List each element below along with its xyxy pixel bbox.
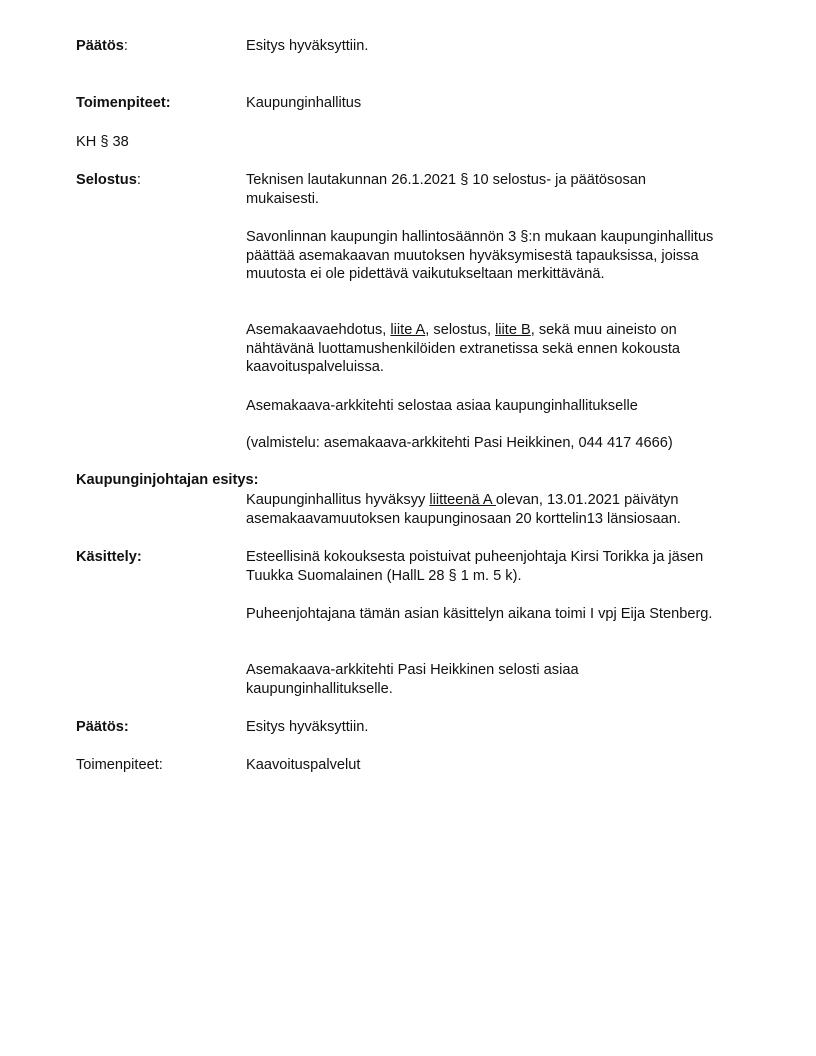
kh-reference: KH § 38	[76, 134, 129, 150]
handling-paragraph-1: Esteellisinä kokouksesta poistuivat puheenjohtaja Kirsi Torikka ja jäsen Tuukka Suomalainen (HallL 28 § 1 m. 5 k).	[246, 549, 704, 584]
final-decision-text: Esitys hyväksyttiin.	[246, 719, 369, 735]
actions-label: Toimenpiteet:	[76, 95, 171, 111]
actions-text: Kaupunginhallitus	[246, 95, 362, 111]
selostus-label: Selostus:	[76, 172, 141, 188]
final-actions-text: Kaavoituspalvelut	[246, 757, 361, 773]
handling-paragraph-2: Puheenjohtajana tämän asian käsittelyn aikana toimi I vpj Eija Stenberg.	[246, 606, 713, 622]
attachment-a-link[interactable]: liite A	[390, 322, 426, 338]
selostus-paragraph-1: Teknisen lautakunnan 26.1.2021 § 10 selostus- ja päätösosan mukaisesti.	[246, 172, 646, 207]
selostus-paragraph-3: Asemakaavaehdotus, liite A, selostus, liite B, sekä muu aineisto on nähtävänä luottamushenkilöiden extranetissa sekä ennen kokousta kaavoituspalveluissa.	[246, 322, 681, 375]
final-decision-label: Päätös:	[76, 719, 129, 735]
decision-text: Esitys hyväksyttiin.	[246, 38, 369, 54]
mayor-proposal-text: Kaupunginhallitus hyväksyy liitteenä A olevan, 13.01.2021 päivätyn asemakaavamuutoksen kaupunginosaan 20 korttelin13 länsiosaan.	[246, 492, 681, 527]
final-actions-label: Toimenpiteet:	[76, 757, 163, 773]
attachment-a-link-2[interactable]: liitteenä A	[429, 492, 496, 508]
mayor-proposal-label: Kaupunginjohtajan esitys:	[76, 472, 259, 488]
selostus-paragraph-2: Savonlinnan kaupungin hallintosäännön 3 §:n mukaan kaupunginhallitus päättää asemakaavan muutoksen hyväksymisestä tapauksissa, joissa muutosta ei ole pidettävä vaikutukseltaan merkittävänä.	[246, 229, 714, 282]
decision-label: Päätös:	[76, 38, 128, 54]
preparer-line: (valmistelu: asemakaava-arkkitehti Pasi Heikkinen, 044 417 4666)	[246, 435, 673, 451]
attachment-b-link[interactable]: liite B	[495, 322, 531, 338]
selostus-paragraph-4: Asemakaava-arkkitehti selostaa asiaa kaupunginhallitukselle	[246, 398, 638, 414]
handling-paragraph-3: Asemakaava-arkkitehti Pasi Heikkinen selosti asiaa kaupunginhallitukselle.	[246, 662, 579, 697]
handling-label: Käsittely:	[76, 549, 142, 565]
